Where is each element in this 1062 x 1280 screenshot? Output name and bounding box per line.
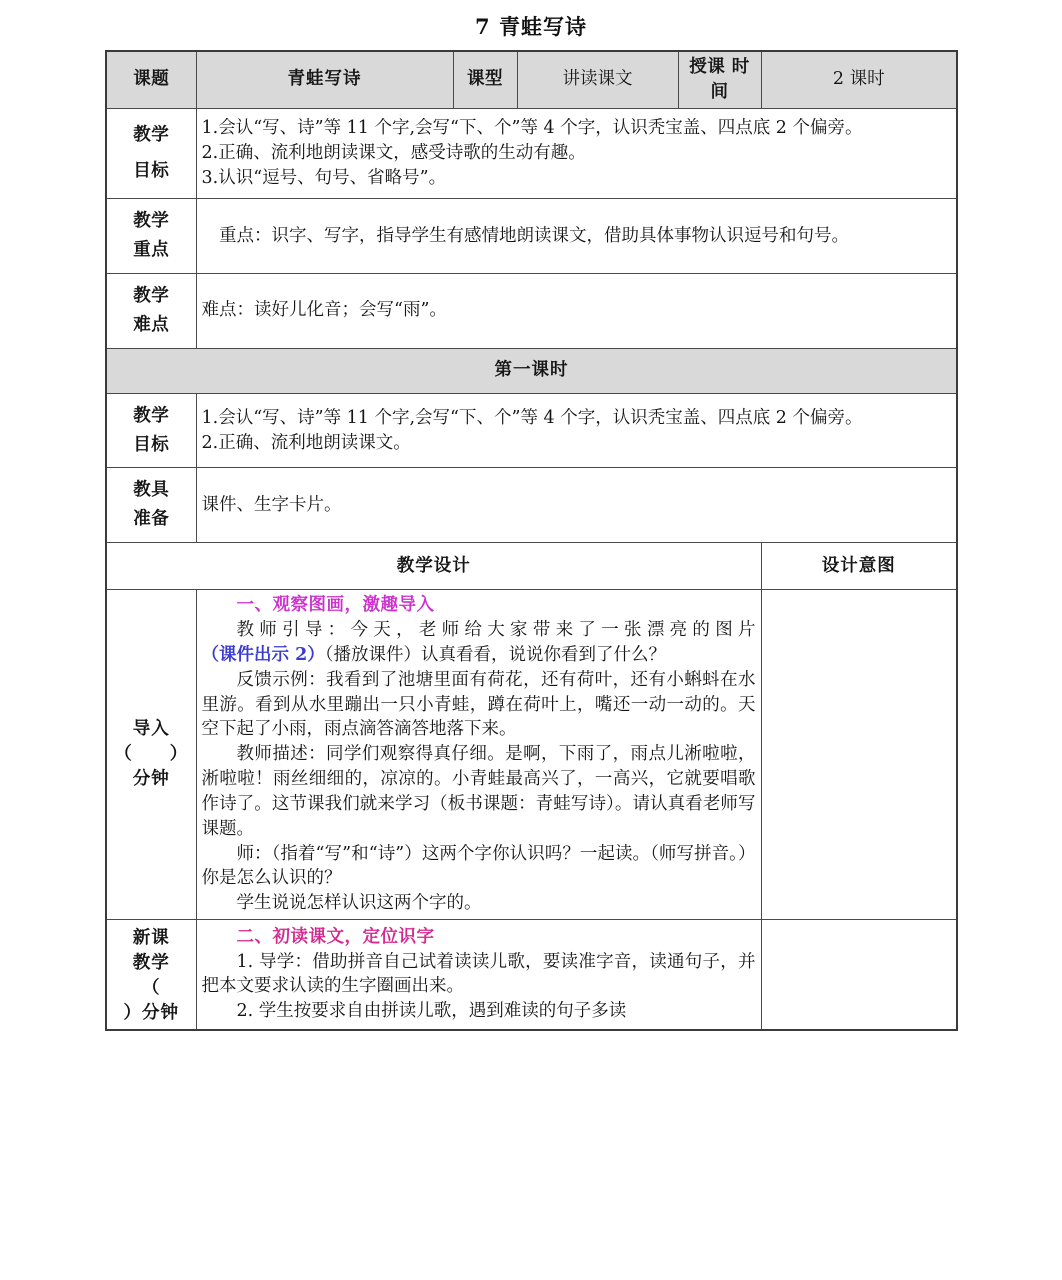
stage-label-newlesson xyxy=(106,920,196,1030)
stage-label-newlesson-line2: 教学 xyxy=(132,953,170,973)
objective-item-2: 2.正确、流利地朗读课文，感受诗歌的生动有趣。 xyxy=(201,143,586,164)
label-key-points xyxy=(106,199,196,274)
cell-lesson-objectives xyxy=(196,393,957,468)
intro-paragraph-2: 反馈示例：我看到了池塘里面有荷花，还有荷叶，还有小蝌蚪在水里游。看到从水里蹦出一只小青蛙，蹲在荷叶上，嘴还一动一动的。天空下起了小雨，雨点滴答滴答地落下来。 xyxy=(201,669,756,740)
stage-label-intro-line3: 分钟 xyxy=(132,769,170,790)
intro-paragraph-5: 学生说说怎样认识这两个字的。 xyxy=(236,893,482,914)
intro-paragraph-4: 师：（指着“写”和“诗”）这两个字你认识吗？一起读。（师写拼音。）你是怎么认识的？ xyxy=(201,843,756,889)
label-objectives xyxy=(106,108,196,199)
intro-paragraph-1-tail: （播放课件）认真看看，说说你看到了什么？ xyxy=(324,644,667,665)
label-lesson-objectives xyxy=(106,393,196,468)
label-difficulties-line1: 教学 xyxy=(133,285,170,306)
lesson-plan-table xyxy=(105,50,958,1031)
objective-item-1: 1.会认“写、诗”等 11 个字,会写“下、个”等 4 个字，认识秃宝盖、四点底 2 个偏旁。 xyxy=(201,118,863,139)
intro-paragraph-1 xyxy=(202,618,756,668)
table-row-design-header xyxy=(106,543,957,590)
intro-section-heading: 一、观察图画，激趣导入 xyxy=(236,595,435,616)
stage-label-newlesson-line4: ）分钟 xyxy=(123,1002,179,1023)
intro-paragraph-1-lead: 教师引导：今天，老师给大家带来了一张漂亮的图片 xyxy=(236,620,756,641)
label-lesson-objectives-line2: 目标 xyxy=(133,434,170,455)
label-teaching-time xyxy=(678,51,761,108)
label-materials-line1: 教具 xyxy=(133,480,170,501)
stage-label-newlesson-line1: 新课 xyxy=(132,928,170,949)
label-teaching-time-line2: 时间 xyxy=(710,57,750,102)
table-row-lesson-objectives xyxy=(106,393,957,468)
cell-design-intent-newlesson xyxy=(761,920,957,1030)
cell-design-intent-intro xyxy=(761,590,957,920)
label-topic: 课题 xyxy=(106,51,196,108)
label-objectives-line2: 目标 xyxy=(133,161,170,182)
cell-objectives xyxy=(196,108,957,199)
label-key-points-line1: 教学 xyxy=(133,211,170,232)
header-design-intent: 设计意图 xyxy=(761,543,957,590)
objective-item-3: 3.认识“逗号、句号、省略号”。 xyxy=(201,167,447,188)
lesson-one-banner: 第一课时 xyxy=(106,348,957,393)
page-title: 7 青蛙写诗 xyxy=(475,14,587,39)
lesson-objective-item-1: 1.会认“写、诗”等 11 个字,会写“下、个”等 4 个字，认识秃宝盖、四点底 2 个偏旁。 xyxy=(201,407,863,428)
cell-newlesson-content xyxy=(196,920,761,1030)
lesson-objective-item-2: 2.正确、流利地朗读课文。 xyxy=(201,432,411,453)
label-teaching-time-line1: 授课 xyxy=(689,57,726,77)
label-materials-line2: 准备 xyxy=(133,509,170,530)
value-course-type: 讲读课文 xyxy=(517,51,678,108)
stage-label-intro-line1: 导入 xyxy=(132,719,170,740)
courseware-cue: （课件出示 2） xyxy=(201,644,325,665)
cell-intro-content xyxy=(196,590,761,920)
label-course-type: 课型 xyxy=(453,51,517,108)
label-difficulties xyxy=(106,273,196,348)
table-row-materials xyxy=(106,468,957,543)
label-objectives-line1: 教学 xyxy=(133,124,170,145)
table-row-objectives xyxy=(106,108,957,199)
stage-label-newlesson-line3: （ xyxy=(142,977,161,998)
materials-text: 课件、生字卡片。 xyxy=(201,494,342,515)
cell-difficulties xyxy=(196,273,957,348)
table-row-lesson-banner xyxy=(106,348,957,393)
stage-label-intro xyxy=(106,590,196,920)
difficulties-text: 难点：读好儿化音；会写“雨”。 xyxy=(201,300,447,321)
header-teaching-design: 教学设计 xyxy=(106,543,761,590)
label-difficulties-line2: 难点 xyxy=(133,314,170,335)
newlesson-paragraph-2: 2. 学生按要求自由拼读儿歌，遇到难读的句子多读 xyxy=(236,1001,627,1022)
key-points-text: 重点：识字、写字，指导学生有感情地朗读课文，借助具体事物认识逗号和句号。 xyxy=(201,225,849,246)
stage-label-intro-line2: （ ） xyxy=(114,744,189,765)
cell-key-points xyxy=(196,199,957,274)
newlesson-section-heading: 二、初读课文，定位识字 xyxy=(236,926,435,947)
label-key-points-line2: 重点 xyxy=(133,240,170,261)
cell-materials xyxy=(196,468,957,543)
table-row-newlesson xyxy=(106,920,957,1030)
table-row-difficulties xyxy=(106,273,957,348)
table-row-info xyxy=(106,51,957,108)
table-row-intro xyxy=(106,590,957,920)
label-lesson-objectives-line1: 教学 xyxy=(133,405,170,426)
label-materials xyxy=(106,468,196,543)
value-teaching-time: 2 课时 xyxy=(761,51,957,108)
intro-paragraph-3: 教师描述：同学们观察得真仔细。是啊，下雨了，雨点儿淅啦啦，淅啦啦！雨丝细细的，凉凉的。小青蛙最高兴了，一高兴，它就要唱歌作诗了。这节课我们就来学习（板书课题：青蛙写诗）。请认真看老师写课题。 xyxy=(201,744,756,839)
newlesson-paragraph-1: 1. 导学：借助拼音自己试着读读儿歌，要读准字音，读通句子，并把本文要求认读的生字圈画出来。 xyxy=(201,951,756,997)
value-topic: 青蛙写诗 xyxy=(196,51,453,108)
table-row-key-points xyxy=(106,199,957,274)
